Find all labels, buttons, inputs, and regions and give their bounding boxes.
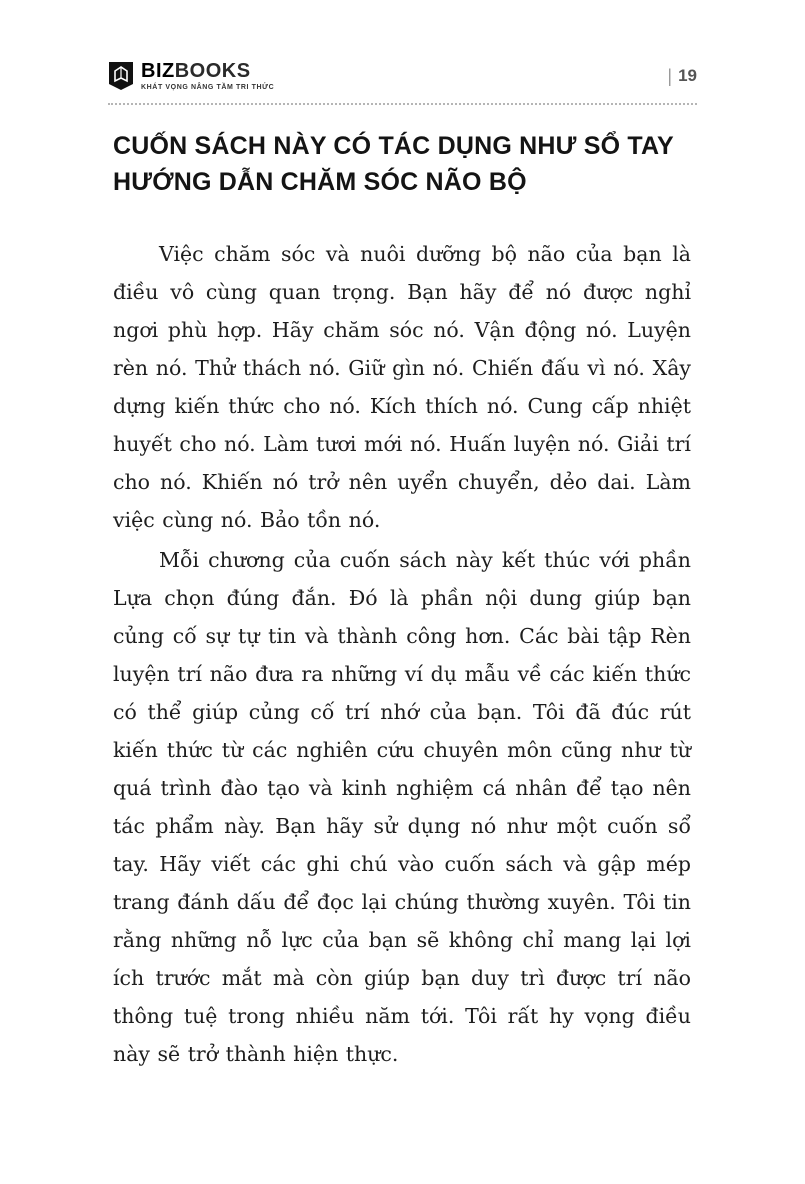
page-content [113, 128, 691, 1075]
chapter-heading: CUỐN SÁCH NÀY CÓ TÁC DỤNG NHƯ SỔ TAY HƯỚNG DẪN CHĂM SÓC NÃO BỘ [113, 132, 674, 197]
logo-wordmark-books: BOOKS [174, 60, 251, 82]
body-paragraph-2: Mỗi chương của cuốn sách này kết thúc với phần Lựa chọn đúng đắn. Đó là phần nội dung giúp bạn củng cố sự tự tin và thành công hơn. Các bài tập Rèn luyện trí não đưa ra những ví dụ mẫu về các kiến thức có thể giúp củng cố trí nhớ của bạn. Tôi đã đúc rút kiến thức từ các nghiên cứu chuyên môn cũng như từ quá trình đào tạo và kinh nghiệm cá nhân để tạo nên tác phẩm này. Bạn hãy sử dụng nó như một cuốn sổ tay. Hãy viết các ghi chú vào cuốn sách và gập mép trang đánh dấu để đọc lại chúng thường xuyên. Tôi tin rằng những nỗ lực của bạn sẽ không chỉ mang lại lợi ích trước mắt mà còn giúp bạn duy trì được trí não thông tuệ trong nhiều năm tới. Tôi rất hy vọng điều này sẽ trở thành hiện thực. [113, 547, 691, 1066]
page-number-separator: | [667, 65, 673, 86]
logo-wordmark-biz: BIZ [141, 60, 175, 82]
body-paragraph-1: Việc chăm sóc và nuôi dưỡng bộ não của bạn là điều vô cùng quan trọng. Bạn hãy để nó được nghỉ ngơi phù hợp. Hãy chăm sóc nó. Vận động nó. Luyện rèn nó. Thử thách nó. Giữ gìn nó. Chiến đấu vì nó. Xây dựng kiến thức cho nó. Kích thích nó. Cung cấp nhiệt huyết cho nó. Làm tươi mới nó. Huấn luyện nó. Giải trí cho nó. Khiến nó trở nên uyển chuyển, dẻo dai. Làm việc cùng nó. Bảo tồn nó. [113, 241, 691, 532]
logo-wordmark [141, 61, 274, 81]
page-number-value: 19 [678, 66, 697, 85]
logo-text-block [141, 61, 274, 91]
bizbooks-logo [108, 61, 274, 91]
page-number [667, 66, 697, 87]
bizbooks-logo-icon [108, 61, 134, 91]
logo-tagline: KHÁT VỌNG NÂNG TẦM TRI THỨC [141, 84, 275, 91]
page-header [108, 55, 697, 105]
